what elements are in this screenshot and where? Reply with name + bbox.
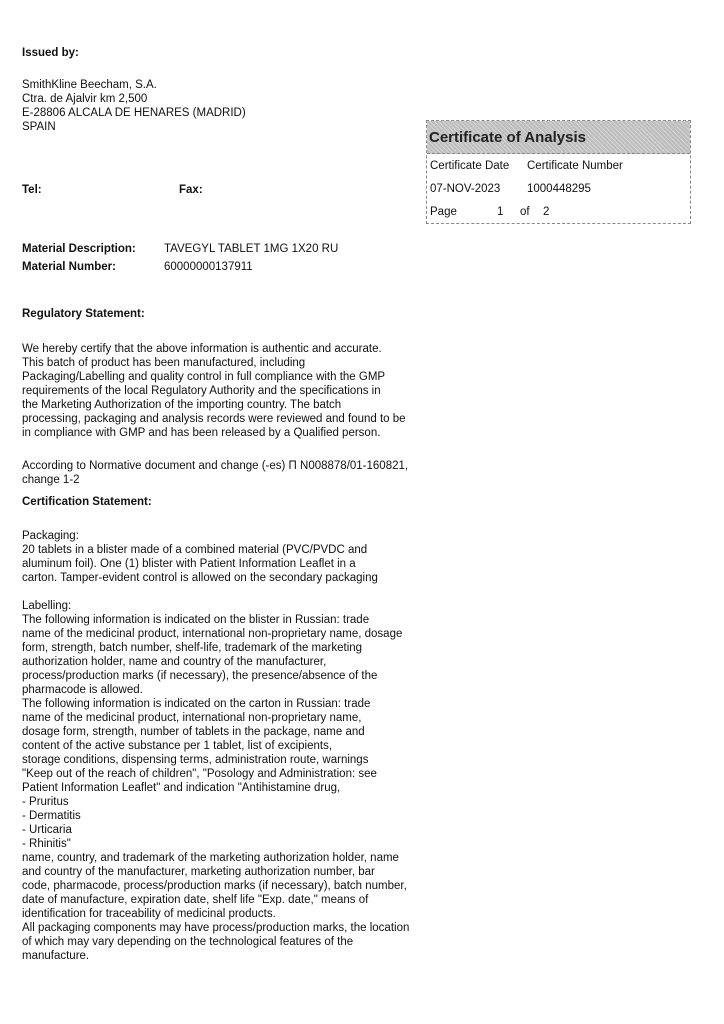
certificate-number-label: Certificate Number [527,160,623,172]
certificate-box [426,120,691,224]
certificate-date-value: 07-NOV-2023 [430,183,501,195]
page-of-label: of [520,206,530,218]
tel-label: Tel: [22,184,42,196]
certificate-title-bar [427,121,690,154]
page-total: 2 [543,206,550,218]
issuer-address: SmithKline Beecham, S.A. Ctra. de Ajalvir km 2,500 E-28806 ALCALA DE HENARES (MADRID) SPAIN [22,79,246,133]
regulatory-text: We hereby certify that the above information is authentic and accurate. This batch of product has been manufactured, including Packaging/Labelling and quality control in full compliance with the GMP requirements of the local Regulatory Authority and the specifications in the Marketing Authorization of the importing country. The batch processing, packaging and analysis records were reviewed and found to be in compliance with GMP and has been released by a Qualified person. [22,343,406,439]
certification-heading: Certification Statement: [22,496,152,508]
certificate-number-value: 1000448295 [527,183,591,195]
normative-reference: According to Normative document and change (-es) П N008878/01-160821, change 1-2 [22,460,409,486]
packaging-section: Packaging: 20 tablets in a blister made of a combined material (PVC/PVDC and aluminum foil). One (1) blister with Patient Information Leaflet in a carton. Tamper-evident control is allowed on the secondary packaging [22,530,378,584]
regulatory-heading: Regulatory Statement: [22,308,145,320]
material-number-label: Material Number: [22,261,116,273]
fax-label: Fax: [179,184,203,196]
certificate-date-label: Certificate Date [430,160,510,172]
issued-by-heading: Issued by: [22,47,79,59]
labelling-section: Labelling: The following information is indicated on the blister in Russian: trade name of the medicinal product, international non-proprietary name, dosage form, strength, batch number, shelf-life, trademark of the marketing authorization holder, name and country of the manufacturer, process/production marks (if necessary), the presence/absence of the pharmacode is allowed. The following information is indicated on the carton in Russian: trade name of the medicinal product, international non-proprietary name, dosage form, strength, number of tablets in the package, name and content of the active substance per 1 tablet, list of excipients, storage conditions, dispensing terms, administration route, warnings "Keep out of the reach of children", "Posology and Administration: see Patient Information Leaflet" and indication "Antihistamine drug, - Pruritus - Dermatitis - Urticaria - Rhinitis" name, country, and trademark of the marketing authorization holder, name and country of the manufacturer, marketing authorization number, bar code, pharmacode, process/production marks (if necessary), batch number, date of manufacture, expiration date, shelf life "Exp. date," means of identification for traceability of medicinal products. All packaging components may have process/production marks, the location of which may vary depending on the technological features of the manufacture. [22,600,410,962]
material-description-label: Material Description: [22,243,136,255]
page-current: 1 [497,206,504,218]
certificate-title: Certificate of Analysis [429,129,586,146]
material-number-value: 60000000137911 [164,261,253,273]
page-label: Page [430,206,457,218]
material-description-value: TAVEGYL TABLET 1MG 1X20 RU [164,243,339,255]
